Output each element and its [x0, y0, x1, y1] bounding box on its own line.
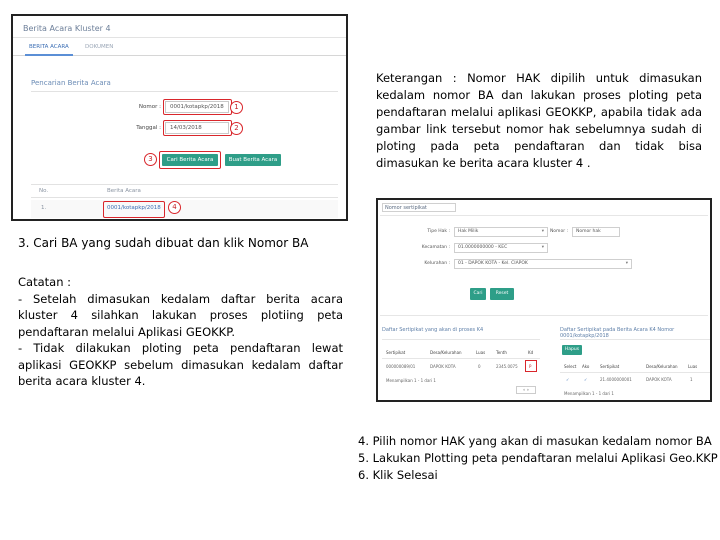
steps-list: [358, 433, 718, 484]
kecamatan-select[interactable]: [454, 243, 548, 253]
tab-berita-acara[interactable]: BERITA ACARA: [29, 44, 69, 50]
table-header: [31, 184, 338, 198]
tipe-hak-value: Hak Milik: [458, 229, 479, 234]
column-no: No.: [39, 188, 49, 194]
left-table-title: Daftar Sertipikat yang akan di proses K4: [382, 327, 484, 333]
divider: [31, 91, 338, 92]
nomor-hak-label: Nomor :: [549, 229, 568, 234]
tipe-hak-label: Tipe Hak :: [427, 229, 450, 234]
step-badge: 3: [144, 153, 157, 166]
column-desa: Desa/Kelurahan: [646, 364, 678, 369]
tenth-cell: 2345.0075: [496, 364, 518, 369]
reset-filter-button[interactable]: Reset Filter: [490, 288, 514, 300]
step-badge: 4: [168, 201, 181, 214]
catatan-title: Catatan :: [18, 275, 72, 289]
screenshot-ploting: [376, 198, 712, 402]
nomor-hak-input[interactable]: Nomor hak: [572, 227, 620, 237]
highlight-box: [163, 99, 232, 115]
step-3-text: 3. Cari BA yang sudah dibuat dan klik Nomor BA: [18, 236, 309, 250]
kelurahan-select[interactable]: [454, 259, 632, 269]
sertipikat-cell: 21.4000000001: [600, 377, 632, 382]
checkbox-icon[interactable]: ✓: [566, 377, 570, 382]
step-5-text: 5. Lakukan Plotting peta pendaftaran melalui Aplikasi Geo.KKP: [358, 451, 718, 465]
nomor-input[interactable]: 0001/kotapkp/2018: [165, 101, 229, 113]
step-badge: 1: [230, 101, 243, 114]
left-table-footer: Menampilkan 1 - 1 dari 1: [386, 378, 436, 383]
table-row: [31, 200, 338, 218]
tanggal-label: Tanggal :: [136, 125, 161, 131]
desa-cell: DAPOK KOTA: [646, 377, 672, 382]
column-desa: Desa/Kelurahan: [430, 350, 462, 355]
column-ako: Ako: [582, 364, 590, 369]
highlight-box: [525, 360, 537, 372]
kecamatan-value: 01.0000000000 - KEC: [458, 245, 508, 250]
catatan-item: - Setelah dimasukan kedalam daftar berita acara kluster 4 silahkan lakukan proses plotiing peta pendaftaran melalui Aplikasi GEOKKP.: [18, 291, 343, 339]
row-number: 1.: [41, 205, 47, 211]
kelurahan-label: Kelurahan :: [424, 261, 450, 266]
divider: [382, 358, 540, 359]
page-title: Berita Acara Kluster 4: [13, 16, 346, 38]
step-4-text: 4. Pilih nomor HAK yang akan di masukan kedalam nomor BA: [358, 434, 712, 448]
divider: [560, 372, 710, 373]
divider: [560, 339, 710, 340]
highlight-box: [103, 201, 165, 218]
column-berita-acara: Berita Acara: [107, 188, 141, 194]
chevron-down-icon: ▾: [541, 245, 544, 250]
catatan-item: - Tidak dilakukan ploting peta pendaftaran lewat aplikasi GEOKKP sebelum dimasukan kedalam daftar berita acara kluster 4.: [18, 341, 343, 388]
chevron-down-icon: ▾: [541, 229, 544, 234]
column-sertipikat: Sertipikat: [386, 350, 406, 355]
catatan-note: [18, 274, 343, 390]
step-6-text: 6. Klik Selesai: [358, 468, 438, 482]
create-ba-button[interactable]: Buat Berita Acara: [225, 154, 281, 166]
checkbox-icon[interactable]: ✓: [584, 377, 588, 382]
step-badge: 2: [230, 122, 243, 135]
column-luas: Luas: [688, 364, 698, 369]
tab-bar: [13, 38, 346, 56]
column-select: Select: [564, 364, 577, 369]
pagination[interactable]: « »: [516, 386, 536, 394]
search-ba-button[interactable]: Cari Berita Acara: [162, 154, 218, 166]
kelurahan-value: 01 - DAPOK KOTA - Kel. CIAPOK: [458, 261, 528, 266]
right-table-title: Daftar Sertipikat pada Berita Acara K4 Nomor 0001/kotapkp/2018: [560, 327, 675, 339]
keterangan-note: Keterangan : Nomor HAK dipilih untuk dimasukan kedalam nomor BA dan lakukan proses ploting peta pendaftaran melalui aplikasi GEOKKP, apabila tidak ada gambar link tersebut nomor hak sebelumnya sudah di ploting pada peta pendaftaran dan tidak bisa dimasukan ke berita acara kluster 4 .: [376, 71, 702, 170]
highlight-box: [163, 120, 232, 136]
desa-cell: DAPOK KOTA: [430, 364, 456, 369]
chevron-down-icon: ▾: [625, 261, 628, 266]
tab-dokumen[interactable]: DOKUMEN: [85, 44, 114, 50]
tanggal-input[interactable]: 14/03/2018: [165, 122, 229, 134]
column-kd: Kd: [528, 350, 534, 355]
cari-button[interactable]: Cari: [470, 288, 486, 300]
screenshot-berita-acara: [11, 14, 348, 221]
luas-cell: 0: [478, 364, 481, 369]
highlight-box: [159, 151, 221, 169]
sertipikat-cell: 000000089/01: [386, 364, 416, 369]
luas-cell: 1: [690, 377, 693, 382]
plot-link-icon[interactable]: P: [529, 364, 532, 369]
panel-title: Nomor sertipikat: [382, 203, 456, 212]
column-tenth: Tenth: [496, 350, 507, 355]
column-sertipikat: Sertipikat: [600, 364, 620, 369]
hapus-button[interactable]: Hapus: [562, 345, 582, 355]
ba-link[interactable]: 0001/kotapkp/2018: [107, 205, 161, 211]
nomor-label: Nomor :: [138, 104, 161, 110]
section-title: Pencarian Berita Acara: [31, 79, 111, 87]
column-luas: Luas: [476, 350, 486, 355]
divider: [382, 339, 540, 340]
right-table-footer: Menampilkan 1 - 1 dari 1: [564, 391, 614, 396]
divider: [380, 315, 708, 316]
kecamatan-label: Kecamatan :: [421, 245, 450, 250]
divider: [380, 215, 708, 216]
